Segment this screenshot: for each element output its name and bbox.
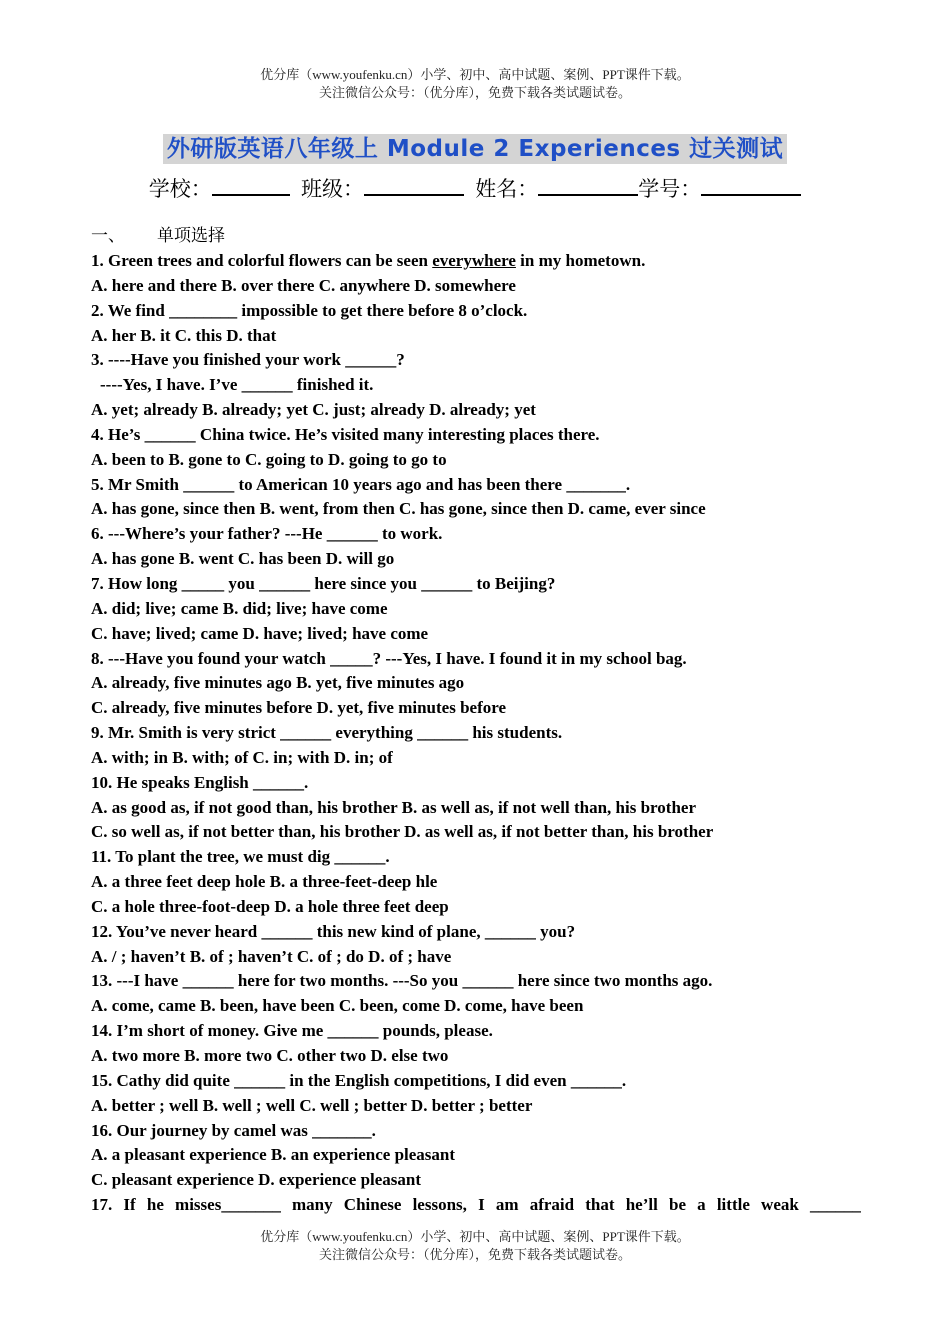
page-title: 外研版英语八年级上 Module 2 Experiences 过关测试 — [163, 134, 787, 164]
question-line: 5. Mr Smith ______ to American 10 years ago and has been there _______. — [91, 474, 631, 494]
question-line: 6. ---Where’s your father? ---He ______ to work. — [91, 524, 443, 544]
question-line: 4. He’s ______ China twice. He’s visited many interesting places there. — [91, 424, 600, 444]
name-blank[interactable] — [538, 174, 638, 196]
options-line: A. has gone B. went C. has been D. will go — [91, 549, 395, 569]
question-line: 15. Cathy did quite ______ in the English competitions, I did even ______. — [91, 1070, 627, 1090]
school-blank[interactable] — [212, 174, 290, 196]
page-footer — [0, 1228, 950, 1264]
question-line: 13. ---I have ______ here for two months. ---So you ______ here since two months ago. — [91, 971, 713, 991]
question-line: 17. If he misses_______ many Chinese lessons, I am afraid that he’ll be a little weak ______ — [91, 1195, 861, 1215]
question-line: 14. I’m short of money. Give me ______ pounds, please. — [91, 1021, 493, 1041]
question-line: 3. ----Have you finished your work ______? — [91, 350, 405, 370]
options-line: A. come, came B. been, have been C. been, come D. come, have been — [91, 996, 584, 1016]
options-line: C. a hole three-foot-deep D. a hole three feet deep — [91, 896, 449, 916]
options-line: A. yet; already B. already; yet C. just; already D. already; yet — [91, 400, 536, 420]
footer-line-2: 关注微信公众号：（优分库），免费下载各类试题试卷。 — [318, 1247, 631, 1262]
options-line: A. a pleasant experience B. an experience pleasant — [91, 1145, 456, 1165]
question-line: 16. Our journey by camel was _______. — [91, 1120, 376, 1140]
options-line: A. better ; well B. well ; well C. well ; better D. better ; better — [91, 1095, 533, 1115]
options-line: A. here and there B. over there C. anywhere D. somewhere — [91, 275, 516, 295]
header-line-2: 关注微信公众号：（优分库），免费下载各类试题试卷。 — [318, 85, 631, 100]
options-line: A. two more B. more two C. other two D. else two — [91, 1046, 449, 1065]
question-line: 7. How long _____ you ______ here since you ______ to Beijing? — [91, 573, 556, 593]
question-line: 2. We find ________ impossible to get there before 8 o’clock. — [91, 300, 528, 320]
question-line: 8. ---Have you found your watch _____? ---Yes, I have. I found it in my school bag. — [91, 648, 687, 668]
name-label: 姓名： — [475, 177, 539, 201]
section-heading — [91, 225, 225, 247]
question-list — [91, 249, 861, 1218]
class-blank[interactable] — [364, 174, 464, 196]
options-line: C. pleasant experience D. experience pleasant — [91, 1170, 422, 1190]
options-line: A. has gone, since then B. went, from then C. has gone, since then D. came, ever since — [91, 499, 706, 519]
class-label: 班级： — [301, 177, 364, 201]
options-line: C. have; lived; came D. have; lived; have come — [91, 623, 429, 643]
student-info-row — [0, 174, 950, 203]
options-line: A. been to B. gone to C. going to D. going to go to — [91, 449, 447, 469]
question-line: 1. Green trees and colorful flowers can be seen everywhere in my hometown. — [91, 251, 646, 270]
question-line: 11. To plant the tree, we must dig ______. — [91, 847, 390, 867]
number-label: 学号： — [638, 177, 702, 201]
options-line: A. / ; haven’t B. of ; haven’t C. of ; do D. of ; have — [91, 946, 452, 966]
options-line: A. with; in B. with; of C. in; with D. in; of — [91, 747, 393, 767]
options-line: A. already, five minutes ago B. yet, five minutes ago — [91, 673, 465, 693]
page-header — [0, 66, 950, 102]
options-line: A. did; live; came B. did; live; have come — [91, 598, 388, 618]
question-line: ----Yes, I have. I’ve ______ finished it. — [100, 375, 374, 395]
question-line: 12. You’ve never heard ______ this new kind of plane, ______ you? — [91, 921, 576, 941]
options-line: A. a three feet deep hole B. a three-feet-deep hle — [91, 872, 438, 892]
header-line-1: 优分库（www.youfenku.cn）小学、初中、高中试题、案例、PPT课件下载。 — [260, 67, 690, 82]
number-blank[interactable] — [701, 174, 801, 196]
question-line: 9. Mr. Smith is very strict ______ everything ______ his students. — [91, 723, 563, 743]
school-label: 学校： — [148, 177, 212, 201]
section-title: 单项选择 — [157, 226, 225, 245]
section-number: 一、 — [91, 226, 125, 245]
options-line: A. as good as, if not good than, his brother B. as well as, if not well than, his brother — [91, 797, 696, 817]
underlined-word: everywhere — [432, 251, 516, 270]
footer-line-1: 优分库（www.youfenku.cn）小学、初中、高中试题、案例、PPT课件下载。 — [260, 1229, 690, 1244]
question-line: 10. He speaks English ______. — [91, 772, 309, 792]
title-wrap — [0, 134, 950, 164]
options-line: C. so well as, if not better than, his brother D. as well as, if not better than, his brother — [91, 822, 714, 842]
options-line: C. already, five minutes before D. yet, five minutes before — [91, 698, 507, 718]
options-line: A. her B. it C. this D. that — [91, 325, 277, 345]
